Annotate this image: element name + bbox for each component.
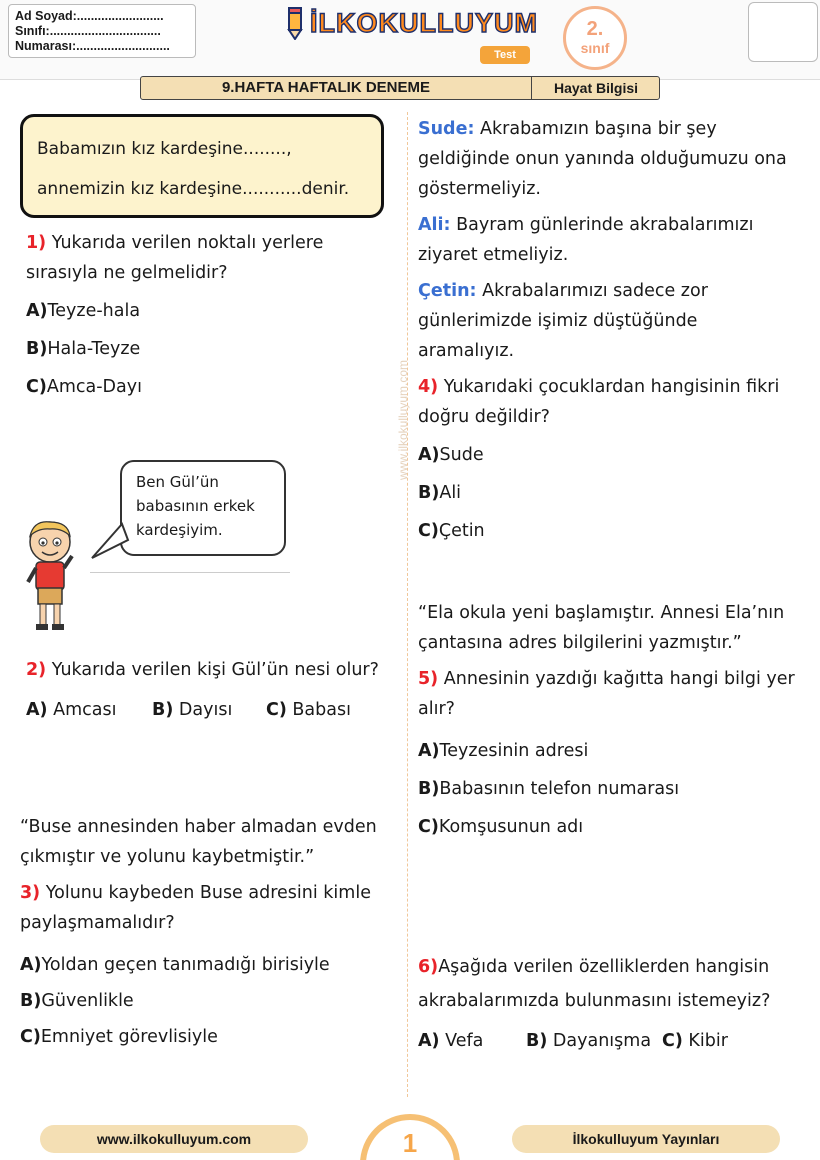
question-5-text: [418, 664, 802, 724]
grade-number: 2.: [586, 18, 604, 40]
grade-badge: [563, 6, 627, 70]
option-key: B): [26, 339, 48, 359]
option-text: Amca-Dayı: [46, 377, 142, 397]
option-text: Dayanışma: [552, 1031, 652, 1051]
option-key: A): [20, 955, 42, 975]
watermark: www.ilkokulluyum.com: [396, 359, 410, 480]
option-text: Babası: [292, 700, 351, 720]
option-text: Güvenlikle: [41, 991, 134, 1011]
statement-ali: [418, 210, 798, 270]
question-stem: Yukarıda verilen kişi Gül’ün nesi olur?: [51, 660, 379, 680]
option-key: B): [20, 991, 42, 1011]
page-number: 1: [402, 1128, 418, 1158]
option-text: Vefa: [445, 1031, 484, 1051]
question-4-text: [418, 372, 798, 432]
option-text: Yoldan geçen tanımadığı birisiyle: [41, 955, 330, 975]
speaker-name: Ali:: [418, 215, 451, 235]
separator-line: [90, 572, 290, 573]
statement-sude: [418, 114, 798, 204]
question-stem: Yukarıdaki çocuklardan hangisinin fikri doğru değildir?: [418, 377, 780, 427]
options-row: [26, 695, 406, 725]
title-bar: [140, 76, 660, 100]
option-text: Teyze-hala: [47, 301, 141, 321]
grade-label: sınıf: [580, 40, 610, 56]
statement-text: Akrabalarımızı sadece zor günlerimizde işimiz düştüğünde aramalıyız.: [418, 281, 708, 361]
question-stem: Yolunu kaybeden Buse adresini kimle paylaşmamalıdır?: [20, 883, 371, 933]
statement-cetin: [418, 276, 798, 366]
question-6: [418, 950, 802, 1058]
option-text: Kibir: [688, 1031, 728, 1051]
option-b[interactable]: [418, 478, 798, 508]
question-1: [26, 228, 396, 402]
option-key: C): [20, 1027, 41, 1047]
option-key: B): [526, 1031, 548, 1051]
option-b[interactable]: [152, 695, 232, 725]
option-c[interactable]: [418, 516, 798, 546]
question-number: 3): [20, 883, 41, 903]
footer-website: www.ilkokulluyum.com: [40, 1125, 308, 1153]
student-name-line: Ad Soyad:.........................: [15, 9, 164, 23]
student-class-line: Sınıfı:................................: [15, 24, 161, 38]
option-text: Hala-Teyze: [47, 339, 141, 359]
question-number: 2): [26, 660, 47, 680]
statement-text: Bayram günlerinde akrabalarımızı ziyaret etmeliyiz.: [418, 215, 754, 265]
option-a[interactable]: [418, 440, 798, 470]
question-stem: Yukarıda verilen noktalı yerlere sırasıyla ne gelmelidir?: [26, 233, 324, 283]
option-key: B): [418, 483, 440, 503]
option-key: B): [418, 779, 440, 799]
question-stem: Annesinin yazdığı kağıtta hangi bilgi yer alır?: [418, 669, 795, 719]
option-c[interactable]: [26, 372, 396, 402]
option-key: A): [418, 1031, 440, 1051]
option-key: C): [418, 521, 439, 541]
option-text: Teyzesinin adresi: [439, 741, 589, 761]
pencil-icon: [282, 6, 308, 40]
option-text: Çetin: [438, 521, 485, 541]
option-a[interactable]: [418, 1024, 483, 1058]
option-b[interactable]: [418, 774, 802, 804]
speech-bubble-tail: [90, 520, 130, 560]
statements-block: [418, 114, 798, 546]
option-text: Babasının telefon numarası: [439, 779, 680, 799]
option-key: A): [418, 445, 440, 465]
option-text: Dayısı: [178, 700, 233, 720]
option-key: B): [152, 700, 174, 720]
options-row: [418, 1024, 802, 1058]
option-key: A): [26, 301, 48, 321]
question-3: [20, 812, 400, 1052]
option-c[interactable]: [418, 812, 802, 842]
option-a[interactable]: [26, 695, 116, 725]
option-b[interactable]: [20, 986, 400, 1016]
score-box: [748, 2, 818, 62]
statement-text: Akrabamızın başına bir şey geldiğinde onun yanında olduğumuzu ona göstermeliyiz.: [418, 119, 787, 199]
question-number: 6): [418, 957, 439, 977]
boy-illustration-icon: [24, 520, 76, 632]
logo-text: İLKOKULLUYUM: [310, 8, 538, 38]
option-key: C): [662, 1031, 683, 1051]
question-2-text: [26, 655, 406, 685]
option-a[interactable]: [26, 296, 396, 326]
question-info-box: [20, 114, 384, 218]
question-2: [26, 655, 406, 725]
info-line-2: annemizin kız kardeşine...........denir.: [37, 179, 350, 199]
page-title: 9.HAFTA HAFTALIK DENEME: [221, 79, 431, 96]
option-a[interactable]: [20, 950, 400, 980]
option-key: A): [26, 700, 48, 720]
speaker-name: Sude:: [418, 119, 475, 139]
option-c[interactable]: [662, 1024, 728, 1058]
option-text: Komşusunun adı: [438, 817, 584, 837]
speech-bubble: Ben Gül’ün babasının erkek kardeşiyim.: [120, 460, 286, 556]
question-5: [418, 598, 802, 842]
page-number-badge: [360, 1114, 460, 1160]
option-key: C): [266, 700, 287, 720]
brand-logo: [280, 2, 540, 70]
question-3-text: [20, 878, 400, 938]
question-3-quote: “Buse annesinden haber almadan evden çıkmıştır ve yolunu kaybetmiştir.”: [20, 817, 377, 867]
option-c[interactable]: [20, 1022, 400, 1052]
subject-title: Hayat Bilgisi: [553, 80, 639, 96]
question-number: 1): [26, 233, 47, 253]
question-1-text: [26, 228, 396, 288]
option-key: A): [418, 741, 440, 761]
option-a[interactable]: [418, 736, 802, 766]
option-b[interactable]: [26, 334, 396, 364]
question-number: 5): [418, 669, 439, 689]
option-text: Emniyet görevlisiyle: [40, 1027, 218, 1047]
footer-publisher: İlkokulluyum Yayınları: [512, 1125, 780, 1153]
student-info-box: [8, 4, 196, 58]
speaker-name: Çetin:: [418, 281, 477, 301]
test-tag: Test: [480, 46, 530, 64]
option-b[interactable]: [526, 1024, 651, 1058]
option-key: C): [418, 817, 439, 837]
question-5-quote: “Ela okula yeni başlamıştır. Annesi Ela’nın çantasına adres bilgilerini yazmıştır.”: [418, 603, 785, 653]
question-stem: Aşağıda verilen özelliklerden hangisin akrabalarımızda bulunmasını istemeyiz?: [418, 957, 771, 1011]
student-number-line: Numarası:...........................: [15, 39, 170, 53]
option-text: Ali: [439, 483, 462, 503]
option-text: Sude: [439, 445, 484, 465]
question-6-text: [418, 950, 802, 1018]
question-number: 4): [418, 377, 439, 397]
option-key: C): [26, 377, 47, 397]
option-c[interactable]: [266, 695, 351, 725]
option-text: Amcası: [53, 700, 117, 720]
column-divider: [407, 112, 408, 1097]
info-line-1: Babamızın kız kardeşine........,: [37, 139, 292, 159]
